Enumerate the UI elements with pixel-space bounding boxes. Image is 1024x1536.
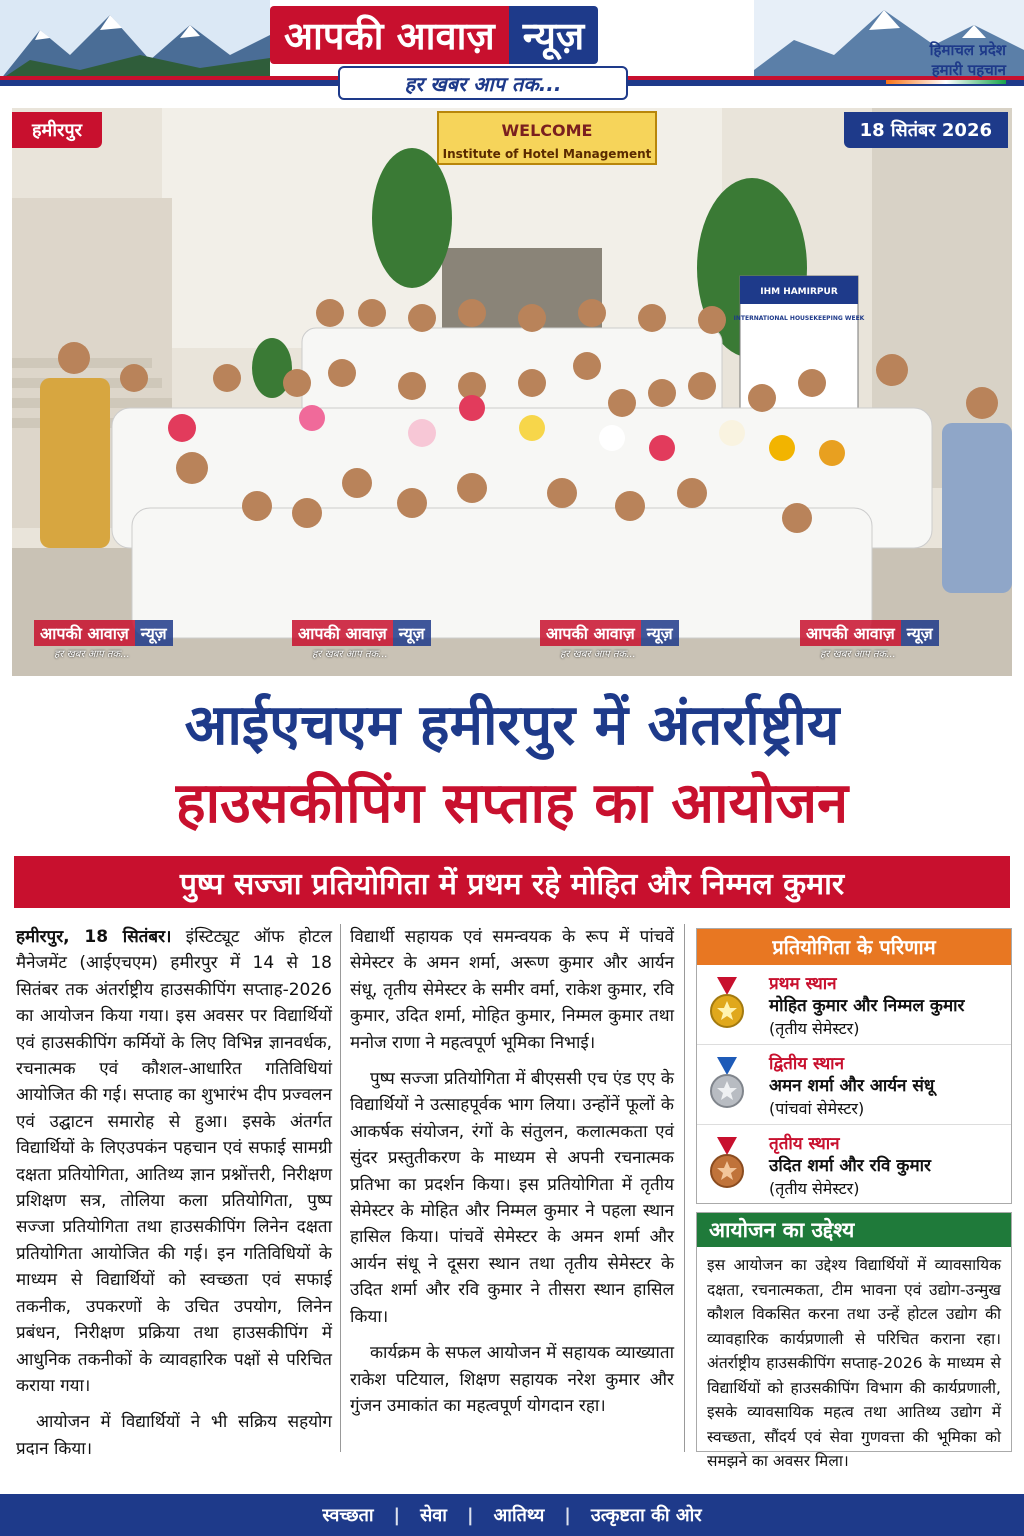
photo-watermark (540, 620, 730, 664)
article-column-1 (16, 924, 332, 1472)
article-paragraph: विद्यार्थी सहायक एवं समन्वयक के रूप में पांचवें सेमेस्टर के अमन शर्मा, अरूण कुमार और आर्यन संधू, तृतीय सेमेस्टर के समीर वर्मा, राकेश कुमार, रवि कुमार, उदित शर्मा, मोहित कुमार, निम्मल कुमार तथा मनोज राणा ने महत्वपूर्ण भूमिका निभाई। (350, 927, 674, 1053)
photo-illustration (12, 108, 1012, 676)
footer-item: आतिथ्य (493, 1505, 545, 1526)
banner-institute: Institute of Hotel Management (442, 147, 652, 161)
footer-item: उत्कृष्टता की ओर (590, 1505, 702, 1526)
results-box (696, 928, 1012, 1204)
tricolor-swoosh (886, 80, 1006, 84)
rank-title: प्रथम स्थान (769, 974, 837, 994)
location-badge: हमीरपुर (12, 112, 102, 148)
photo-watermark (800, 620, 990, 664)
poster-title: IHM HAMIRPUR (760, 287, 838, 297)
poster-subtitle: INTERNATIONAL HOUSEKEEPING WEEK (733, 315, 865, 322)
tagline: हर खबर आप तक... (338, 66, 628, 100)
footer-item: सेवा (420, 1505, 447, 1526)
watermark-part1: आपकी आवाज़ (34, 620, 135, 646)
footer-separator: | (564, 1504, 571, 1526)
article-text: इंस्टिट्यूट ऑफ होटल मैनेजमेंट (आईएचएम) हमीरपुर में 14 से 18 सितंबर तक अंतर्राष्ट्रीय हाउसकीपिंग सप्ताह-2026 का आयोजन किया गया। इस अवसर पर विद्यार्थियों एवं हाउसकीपिंग कर्मियों के लिए विभिन्न ज्ञानवर्धक, रचनात्मक एवं कौशल-आधारित गतिविधियां आयोजित की गई। सप्ताह का शुभारंभ दीप प्रज्वलन एवं उद्घाटन समारोह से हुआ। इसके अंतर्गत विद्यार्थियों के लिएउपकंन पहचान एवं सफाई सामग्री दक्षता प्रतियोगिता, आतिथ्य ज्ञान प्रश्नोंत्तरी, निरीक्षण प्रशिक्षण सत्र, तोलिया कला प्रतियोगिता, पुष्प सज्जा प्रतियोगिता तथा हाउसकीपिंग लिनेन दक्षता प्रतियोगिता आयोजित की गई। इन गतिविधियों के माध्यम से विद्यार्थियों को स्वच्छता एवं सफाई तकनीक, उपकरणों के उचित उपयोग, लिनेन प्रबंधन, निरीक्षण प्रक्रिया तथा हाउसकीपिंग में आधुनिक तकनीकों के व्यावहारिक पक्षों से परिचित कराया गया। (16, 927, 332, 1396)
watermark-part2: न्यूज़ (393, 620, 431, 646)
headline-line2: हाउसकीपिंग सप्ताह का आयोजन (175, 771, 849, 836)
purpose-body: इस आयोजन का उद्देश्य विद्यार्थियों में व्यावसायिक दक्षता, रचनात्मकता, टीम भावना एवं उद्योग-उन्मुख कौशल विकसित करना तथा उन्हें होटल उद्योग की व्यावहारिक कार्यप्रणाली से परिचित कराना रहा। अंतर्राष्ट्रीय हाउसकीपिंग सप्ताह-2026 के माध्यम से विद्यार्थियों को हाउसकीपिंग विभाग की कार्यप्रणाली, इसके व्यावसायिक महत्व तथा आतिथ्य उद्योग में स्वच्छता, सौंदर्य एवं सेवा गुणवत्ता की भूमिका को समझने का अवसर मिला। (707, 1256, 1001, 1470)
banner-welcome: WELCOME (501, 121, 593, 140)
results-heading: प्रतियोगिता के परिणाम (697, 929, 1011, 965)
subheadline: पुष्प सज्जा प्रतियोगिता में प्रथम रहे मोहित और निम्मल कुमार (14, 856, 1010, 908)
article-paragraph (16, 924, 332, 1399)
footer-item: स्वच्छता (322, 1505, 374, 1526)
group-photo (12, 108, 1012, 676)
photo-watermark (292, 620, 482, 664)
footer-separator: | (393, 1504, 401, 1526)
column-divider (340, 924, 341, 1452)
mountain-illustration-left (0, 0, 270, 80)
watermark-tag: हर खबर आप तक... (560, 649, 636, 660)
article-column-2 (350, 924, 674, 1429)
watermark-tag: हर खबर आप तक... (312, 649, 388, 660)
watermark-part1: आपकी आवाज़ (800, 620, 901, 646)
brand-part1: आपकी आवाज़ (270, 6, 509, 64)
article-paragraph: कार्यक्रम के सफल आयोजन में सहायक व्याख्याता राकेश पटियाल, शिक्षण सहायक नरेश कुमार और गुंजन उमाकांत का महत्वपूर्ण योगदान रहा। (350, 1343, 674, 1416)
watermark-part1: आपकी आवाज़ (292, 620, 393, 646)
purpose-box (696, 1212, 1012, 1470)
rank-semester: (पांचवां सेमेस्टर) (769, 1099, 865, 1118)
rank-semester: (तृतीय सेमेस्टर) (769, 1019, 860, 1038)
state-badge (886, 40, 1006, 84)
date-badge: 18 सितंबर 2026 (844, 112, 1008, 148)
rank-title: तृतीय स्थान (769, 1134, 840, 1154)
watermark-part1: आपकी आवाज़ (540, 620, 641, 646)
gold-medal-icon (709, 977, 745, 1031)
column-divider (684, 924, 685, 1452)
rank-names: अमन शर्मा और आर्यन संधू (769, 1076, 935, 1096)
silver-medal-icon (709, 1057, 745, 1111)
rank-semester: (तृतीय सेमेस्टर) (769, 1179, 860, 1198)
brand-part2: न्यूज़ (509, 6, 598, 64)
watermark-tag: हर खबर आप तक... (54, 649, 130, 660)
rank-names: मोहित कुमार और निम्मल कुमार (769, 996, 965, 1016)
article-paragraph: पुष्प सज्जा प्रतियोगिता में बीएससी एच एंड एए के विद्यार्थियों ने उत्साहपूर्वक भाग लिया। उन्होंनें फूलों के आकर्षक संयोजन, रंगों के संतुलन, कलात्मकता एवं सुंदर प्रस्तुतीकरण के माध्यम से अपनी रचनात्मक प्रतिभा का प्रदर्शन किया। इस प्रतियोगिता में तृतीय सेमेस्टर के मोहित और निम्मल कुमार ने पहला स्थान हासिल किया। पांचवें सेमेस्टर के अमन शर्मा और आर्यन संधू ने दूसरा स्थान तथा तृतीय सेमेस्टर के उदित शर्मा और रवि कुमार ने तीसरा स्थान हासिल किया। (350, 1069, 674, 1327)
watermark-part2: न्यूज़ (135, 620, 173, 646)
photo-watermark (34, 620, 224, 664)
rank-second (697, 1045, 1011, 1125)
state-line1: हिमाचल प्रदेश (929, 41, 1006, 59)
watermark-tag: हर खबर आप तक... (820, 649, 896, 660)
rank-first (697, 965, 1011, 1045)
masthead (0, 0, 1024, 108)
footer-bar (0, 1494, 1024, 1536)
rank-names: उदित शर्मा और रवि कुमार (769, 1156, 931, 1176)
dateline: हमीरपुर, 18 सितंबर। (16, 927, 172, 947)
rank-title: द्वितीय स्थान (769, 1054, 845, 1074)
article-paragraph: आयोजन में विद्यार्थियों ने भी सक्रिय सहयोग प्रदान किया। (16, 1412, 332, 1459)
headline-line1: आईएचएम हमीरपुर में अंतर्राष्ट्रीय (184, 693, 840, 758)
purpose-heading: आयोजन का उद्देश्य (697, 1213, 1011, 1247)
footer-separator: | (466, 1504, 474, 1526)
brand-logo (270, 6, 718, 64)
rank-third (697, 1125, 1011, 1205)
watermark-part2: न्यूज़ (641, 620, 679, 646)
watermark-part2: न्यूज़ (901, 620, 939, 646)
state-line2: हमारी पहचान (931, 61, 1006, 79)
bronze-medal-icon (709, 1137, 745, 1191)
